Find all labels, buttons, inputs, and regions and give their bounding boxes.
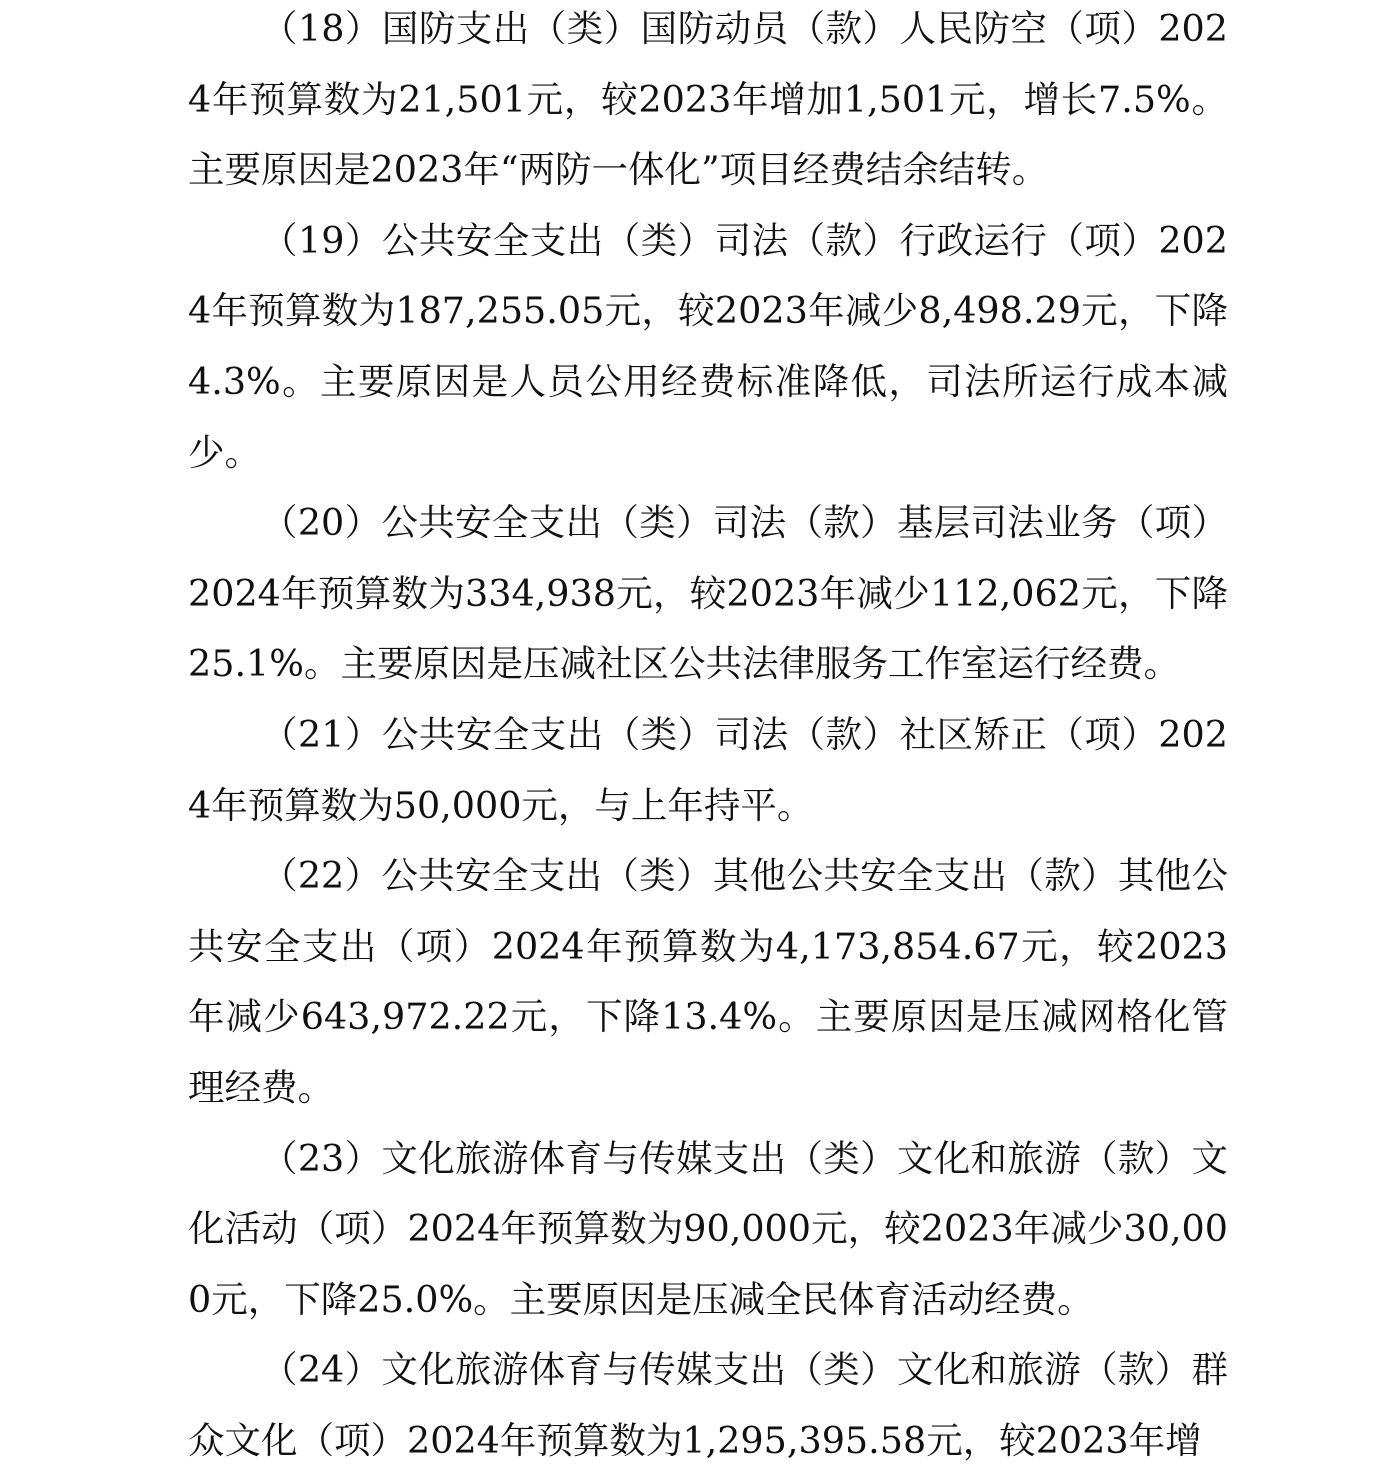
paragraph-19: （19）公共安全支出（类）司法（款）行政运行（项）2024年预算数为187,255.05元，较2023年减少8,498.29元，下降4.3%。主要原因是人员公用经费标准降低，司法所运行成本减少。 — [188, 218, 1228, 474]
paragraph-24: （24）文化旅游体育与传媒支出（类）文化和旅游（款）群众文化（项）2024年预算数为1,295,395.58元，较2023年增 — [188, 1348, 1228, 1462]
document-page — [188, 0, 1228, 1476]
paragraph-18: （18）国防支出（类）国防动员（款）人民防空（项）2024年预算数为21,501元，较2023年增加1,501元，增长7.5%。主要原因是2023年“两防一体化”项目经费结余结转。 — [188, 7, 1228, 192]
paragraph-22: （22）公共安全支出（类）其他公共安全支出（款）其他公共安全支出（项）2024年预算数为4,173,854.67元，较2023年减少643,972.22元，下降13.4%。主要原因是压减网格化管理经费。 — [188, 854, 1228, 1109]
paragraph-21: （21）公共安全支出（类）司法（款）社区矫正（项）2024年预算数为50,000元，与上年持平。 — [188, 712, 1228, 827]
paragraph-20: （20）公共安全支出（类）司法（款）基层司法业务（项）2024年预算数为334,938元，较2023年减少112,062元，下降25.1%。主要原因是压减社区公共法律服务工作室运行经费。 — [188, 501, 1228, 686]
paragraph-23: （23）文化旅游体育与传媒支出（类）文化和旅游（款）文化活动（项）2024年预算数为90,000元，较2023年减少30,000元，下降25.0%。主要原因是压减全民体育活动经费。 — [188, 1136, 1228, 1321]
